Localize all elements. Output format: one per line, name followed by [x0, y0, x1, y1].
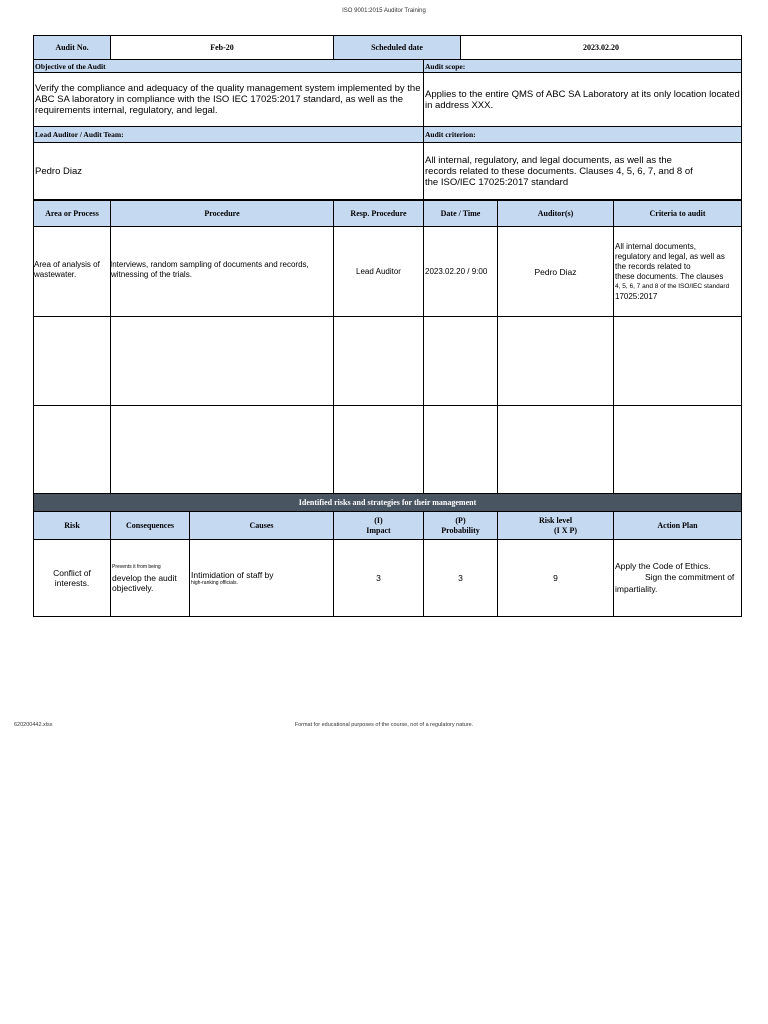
empty-cell	[333, 316, 424, 406]
col-area-header: Area or Process	[33, 200, 111, 227]
col-risk-header: Risk	[33, 511, 111, 540]
col-procedure-header: Procedure	[110, 200, 334, 227]
action-line-1: Apply the Code of Ethics.	[615, 560, 711, 571]
col-probability-header	[423, 511, 498, 540]
empty-cell	[423, 316, 498, 406]
scheduled-date-label: Scheduled date	[333, 35, 461, 60]
action-plan-cell	[613, 539, 742, 617]
criteria-clauses: 4, 5, 6, 7 and 8 of the ISO/IEC standard	[615, 282, 730, 290]
col-consequences-header: Consequences	[110, 511, 190, 540]
procedure-text: Interviews, random sampling of documents and records, witnessing of the trials.	[110, 260, 309, 279]
criterion-text: All internal, regulatory, and legal documents, as well as the records related to these documents. Clauses 4, 5, 6, 7, and 8 of the ISO/IEC 17025:2017 standard	[423, 142, 742, 200]
table-row	[33, 316, 111, 406]
consequence-cell	[110, 539, 190, 617]
team-label: Lead Auditor / Audit Team:	[33, 126, 424, 143]
empty-cell	[333, 405, 424, 494]
page-header: ISO 9001:2015 Auditor Training	[342, 8, 426, 14]
empty-cell	[613, 316, 742, 406]
cause-cell	[189, 539, 334, 617]
criterion-label: Audit criterion:	[423, 126, 742, 143]
risk-level-value: 9	[497, 539, 614, 617]
area-text: Area of analysis of wastewater.	[34, 260, 100, 279]
col-datetime-header: Date / Time	[423, 200, 498, 227]
objective-label: Objective of the Audit	[33, 59, 424, 73]
auditor-text: Pedro Diaz	[497, 226, 614, 317]
empty-cell	[423, 405, 498, 494]
probability-symbol: (P)	[455, 515, 466, 525]
criteria-standard: 17025:2017	[615, 291, 658, 301]
risk-text: Conflict of interests.	[33, 539, 111, 617]
impact-word: Impact	[366, 525, 391, 535]
col-risk-level-header	[497, 511, 614, 540]
col-criteria-header: Criteria to audit	[613, 200, 742, 227]
probability-word: Probability	[441, 525, 480, 535]
action-line-2: Sign the commitment of	[645, 572, 735, 583]
cause-small: high-ranking officials.	[191, 580, 238, 586]
table-row	[33, 405, 111, 494]
col-resp-header: Resp. Procedure	[333, 200, 424, 227]
empty-cell	[497, 405, 614, 494]
footer-disclaimer: Format for educational purposes of the course, not of a regulatory nature.	[294, 722, 474, 728]
scope-text: Applies to the entire QMS of ABC SA Laboratory at its only location located in address XXX.	[423, 72, 742, 127]
col-auditor-header: Auditor(s)	[497, 200, 614, 227]
probability-value: 3	[423, 539, 498, 617]
objective-text: Verify the compliance and adequacy of the quality management system implemented by the ABC SA laboratory in compliance with the ISO IEC 17025:2017 standard, as well as the requirements internal, regulatory, and legal.	[33, 72, 424, 127]
risks-section-title: Identified risks and strategies for their management	[33, 493, 742, 512]
audit-no-label: Audit No.	[33, 35, 111, 60]
scope-label: Audit scope:	[423, 59, 742, 73]
cause-text: Intimidation of staff by	[191, 570, 274, 580]
empty-cell	[110, 316, 334, 406]
resp-text: Lead Auditor	[333, 226, 424, 317]
col-causes-header: Causes	[189, 511, 334, 540]
col-impact-header	[333, 511, 424, 540]
datetime-text: 2023.02.20 / 9:00	[423, 226, 498, 317]
consequence-small: Prevents it from being	[112, 563, 161, 570]
action-line-3: impartiality.	[615, 583, 658, 594]
consequence-text: develop the audit objectively.	[112, 572, 177, 593]
col-action-plan-header: Action Plan	[613, 511, 742, 540]
impact-symbol: (I)	[374, 515, 383, 525]
empty-cell	[497, 316, 614, 406]
empty-cell	[110, 405, 334, 494]
audit-no-value: Feb-20	[110, 35, 334, 60]
scheduled-date-value: 2023.02.20	[460, 35, 742, 60]
impact-value: 3	[333, 539, 424, 617]
criteria-cell	[613, 226, 742, 317]
risk-level-formula: (I X P)	[553, 525, 578, 535]
criteria-text: All internal documents, regulatory and legal, as well as the records related to these documents. The clauses	[615, 241, 725, 281]
team-text: Pedro Diaz	[33, 142, 424, 200]
empty-cell	[613, 405, 742, 494]
footer-filename: 620200442.xlsx	[14, 722, 53, 728]
risk-level-word: Risk level	[538, 515, 573, 525]
